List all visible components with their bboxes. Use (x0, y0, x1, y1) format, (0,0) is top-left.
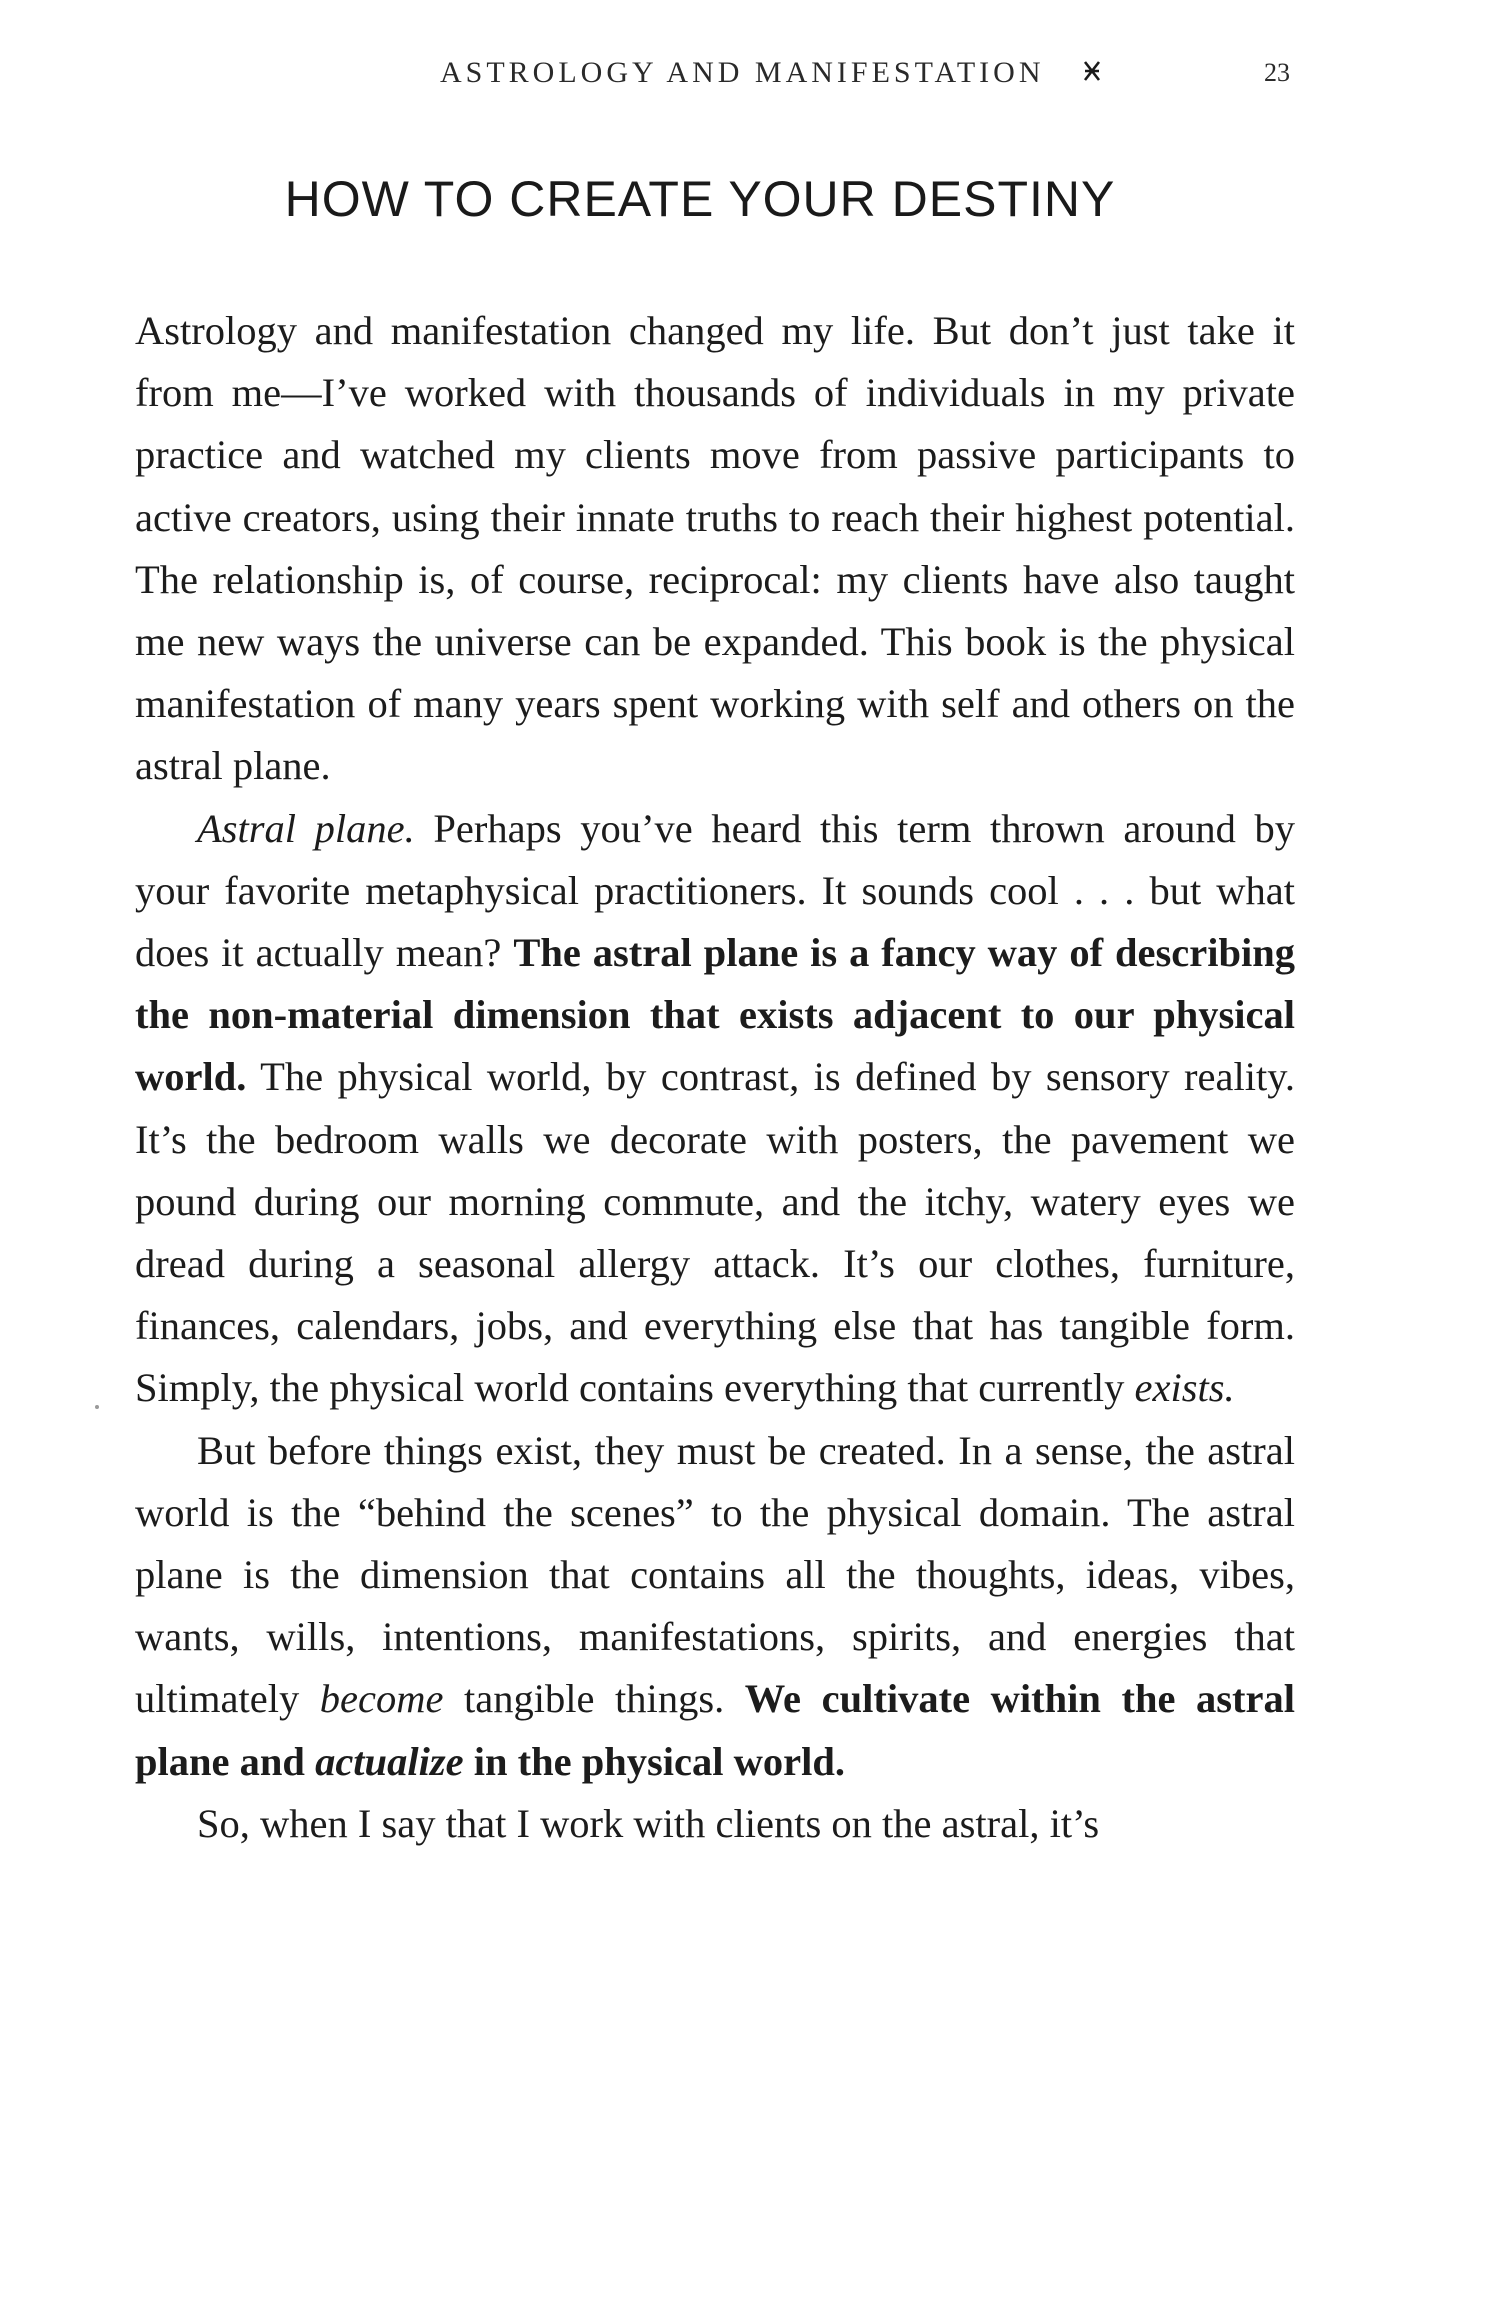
paragraph-3-bold-a: We cultivate within the astral plane and (135, 1676, 1295, 1784)
chapter-heading: HOW TO CREATE YOUR DESTINY (284, 171, 1116, 227)
paragraph-4-text: So, when I say that I work with clients on the astral, it’s (197, 1800, 1100, 1846)
paragraph-1-text: Astrology and manifestation changed my life. But don’t just take it from me—I’ve worked with thousands of individuals in my private practice and watched my clients move from passive participants to active creators, using their innate truths to reach their highest potential. The relationship is, of course, reciprocal: my clients have also taught me new ways the universe can be expanded. This book is the physical manifestation of many years spent working with self and others on the astral plane. (135, 308, 1295, 789)
ornament-icon (1083, 56, 1101, 90)
paragraph-2-italic-end: exists. (1134, 1365, 1235, 1411)
paragraph-3 (135, 1420, 1295, 1793)
page-number: 23 (1264, 58, 1290, 87)
paragraph-3-bold-b: in the physical world. (463, 1738, 846, 1784)
ornament-glyph-icon (1083, 60, 1101, 82)
paragraph-3-text-b: tangible things. (443, 1676, 745, 1722)
body-text (135, 300, 1295, 1855)
running-title: ASTROLOGY AND MANIFESTATION (440, 56, 1045, 89)
paragraph-2 (135, 798, 1295, 1420)
paragraph-3-text-a: But before things exist, they must be created. In a sense, the astral world is the “behind the scenes” to the physical domain. The astral plane is the dimension that contains all the thoughts, ideas, vibes, wants, wills, intentions, manifestations, spirits, and energies that ultimately (135, 1427, 1295, 1722)
paragraph-4 (135, 1793, 1295, 1855)
running-head (440, 48, 1290, 98)
paragraph-1 (135, 300, 1295, 798)
paragraph-3-italic-become: become (319, 1676, 444, 1722)
paragraph-2-italic-lead: Astral plane. (197, 805, 415, 851)
paragraph-2-text-a: Perhaps you’ve heard this term thrown around by your favorite metaphysical practitioners. It sounds cool . . . but what does it actually mean? (135, 805, 1295, 976)
paragraph-2-bold: The astral plane is a fancy way of describing the non-material dimension that exists adjacent to our physical world. (135, 930, 1296, 1100)
paragraph-3-bold-italic: actualize (315, 1738, 464, 1784)
scan-speck (95, 1405, 99, 1409)
paragraph-2-text-b: The physical world, by contrast, is defined by sensory reality. It’s the bedroom walls we decorate with posters, the pavement we pound during our morning commute, and the itchy, watery eyes we dread during a seasonal allergy attack. It’s our clothes, furniture, finances, calendars, jobs, and everything else that has tangible form. Simply, the physical world contains everything that currently (135, 1054, 1295, 1411)
